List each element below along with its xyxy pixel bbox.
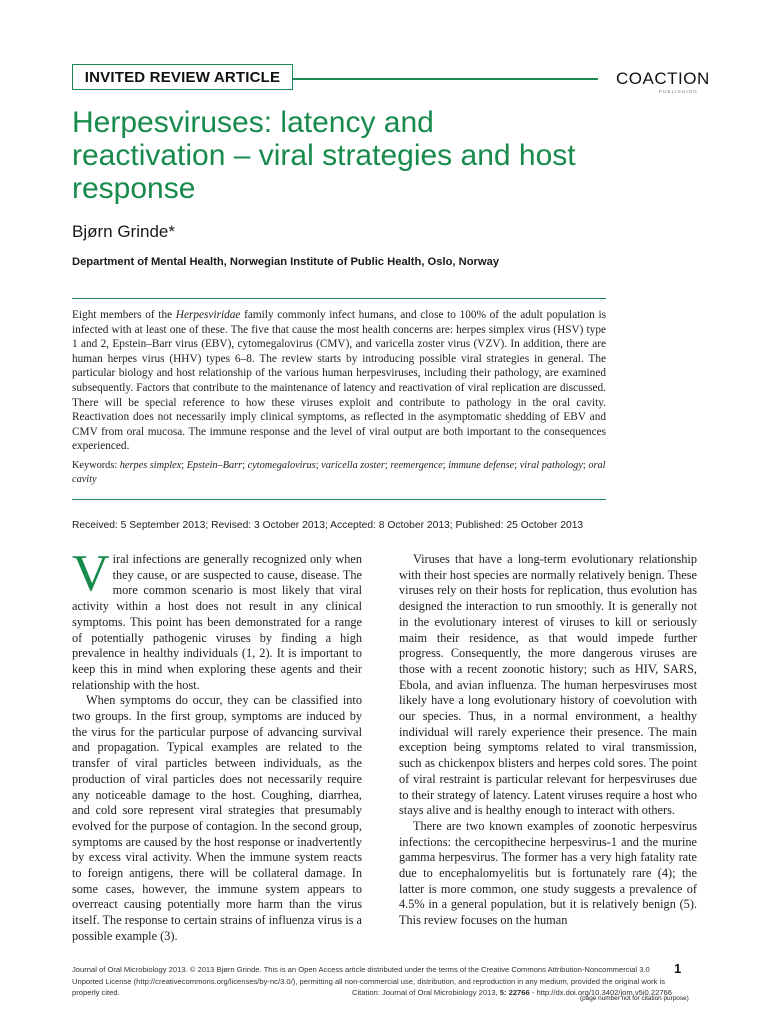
publisher-logo-text: COACTION <box>616 69 710 88</box>
keyword: oral cavity <box>72 460 606 485</box>
drop-cap: V <box>72 545 110 602</box>
body-column-left <box>72 545 362 945</box>
abstract <box>72 308 606 454</box>
body-paragraph: When symptoms do occur, they can be classified into two groups. In the first group, symptoms are induced by the virus for the particular purpose of advancing survival and propagation. Typical examples are related to the transfer of viral particles between individuals, as the production of viral particles does not necessarily require any noticeable damage to the host. Coughing, diarrhea, and cold sore represent viral strategies that presumably evolved for the purpose of contagion. In the second group, symptoms are caused by the host response or inadvertently by excess viral activity. When the immune system reacts to foreign antigens, there will be collateral damage. In some cases, however, the immune system appears to overreact causing potentially more harm than the virus itself. The response to certain strains of influenza virus is a possible example (3). <box>72 693 362 943</box>
keyword: immune defense <box>448 460 515 471</box>
abstract-text-2: family commonly infect humans, and close to 100% of the adult population is infected with at least one of these. The five that cause the most health concerns are: herpes simplex virus (HSV) type 1 and 2, Epstein–Barr virus (EBV), cytomegalovirus (CMV), and varicella zoster virus (VZV). In addition, there are human herpes virus (HHV) types 6–8. The review starts by introducing possible viral strategies in general. The particular biology and host relationship of the various human herpesviruses, including their pathology, are examined subsequently. Factors that contribute to the maintenance of latency and reactivation of viral replication are discussed. There will be special reference to how these viruses exploit and contribute to pathology in the oral cavity. Reactivation does not necessarily imply clinical symptoms, as reflected in the asymptomatic shedding of EBV and CMV from oral mucosa. The immune response and the level of viral output are both important to the consequences experienced. <box>72 309 606 453</box>
body-column-right <box>399 552 697 929</box>
license-footer <box>72 964 672 999</box>
abstract-text-1: Eight members of the <box>72 309 176 321</box>
page-number-note: (page number not for citation purpose) <box>580 995 689 1002</box>
abstract-bottom-rule <box>72 499 606 500</box>
body-paragraph-text: iral infections are generally recognized only when they cause, or are suspected to cause, disease. The more common scenario is most likely that viral activity within a host does not result in any clinical symptoms. This point has been demonstrated for a range of potentially pathogenic viruses by finding a high prevalence in healthy individuals (1, 2). It is important to keep this in mind when exploring these agents and their relationship with the host. <box>72 552 362 692</box>
keyword: viral pathology <box>519 460 583 471</box>
keyword: Epstein–Barr <box>186 460 243 471</box>
publisher-logo <box>616 69 710 94</box>
abstract-family-name: Herpesviridae <box>175 309 241 321</box>
publisher-logo-subtext: PUBLISHING <box>658 89 698 94</box>
keyword: cytomegalovirus <box>247 460 316 471</box>
body-paragraph: There are two known examples of zoonotic herpesvirus infections: the cercopithecine herpesvirus-1 and the murine gamma herpesvirus. The former has a very high fatality rate due to encephalomyelitis but is fortunately rare (4); the latter is more common, one study suggests a prevalence of 4.5% in a general population, but it is relatively benign (5). This review focuses on the human <box>399 818 697 928</box>
license-text: Journal of Oral Microbiology 2013. © 2013 Bjørn Grinde. This is an Open Access article distributed under the terms of the Creative Commons Attribution-Noncommercial 3.0 Unported License (http://creativecommons.org/licenses/by-nc/3.0/), permitting all non-commercial use, distribution, and reproduction in any medium, provided the original work is properly cited. <box>72 965 666 998</box>
body-paragraph: Viruses that have a long-term evolutionary relationship with their host species are normally relatively benign. These viruses rely on their hosts for replication, thus evolution has designed the interaction to run smoothly. It is generally not in the evolutionary interest of viruses to kill or seriously maim their residence, as that would impede further progress. Consequently, the more dangerous viruses are those with a recent zoonotic history; such as HIV, SARS, Ebola, and avian influenza. The human herpesviruses most likely have a long evolutionary history of coevolution with our species. Thus, in a normal environment, a healthy individual will rarely experience their presence. The main exception being symptoms related to viral transmission, such as chickenpox blisters and herpes cold sores. The point of viral restraint is particular relevant for herpesviruses due to their strategy of latency. Latent viruses require a host who stays alive and is healthy enough to interact with others. <box>399 552 697 818</box>
author-name: Bjørn Grinde* <box>72 222 175 241</box>
keywords: Keywords: herpes simplex; Epstein–Barr; cytomegalovirus; varicella zoster; reemergence; immune defense; viral pathology; oral cavity <box>72 460 606 485</box>
keyword: herpes simplex <box>119 460 182 471</box>
body-paragraph <box>72 545 362 693</box>
keyword: varicella zoster <box>321 460 385 471</box>
keywords-label: Keywords: <box>72 460 120 471</box>
citation-volume: 5: 22766 <box>499 988 530 998</box>
author-affiliation: Department of Mental Health, Norwegian Institute of Public Health, Oslo, Norway <box>72 256 500 268</box>
abstract-top-rule <box>72 298 606 299</box>
article-type-label: INVITED REVIEW ARTICLE <box>72 64 293 90</box>
page-number: 1 <box>674 961 682 976</box>
header-rule <box>293 78 598 80</box>
citation-doi-link[interactable]: - http://dx.doi.org/10.3402/jom.v5i0.22766 <box>529 988 672 998</box>
keyword: reemergence <box>390 460 443 471</box>
citation-label: Citation: Journal of Oral Microbiology 2013, <box>352 988 500 998</box>
article-dates: Received: 5 September 2013; Revised: 3 October 2013; Accepted: 8 October 2013; Published: 25 October 2013 <box>72 520 584 531</box>
article-title: Herpesviruses: latency and reactivation – viral strategies and host response <box>72 106 576 205</box>
